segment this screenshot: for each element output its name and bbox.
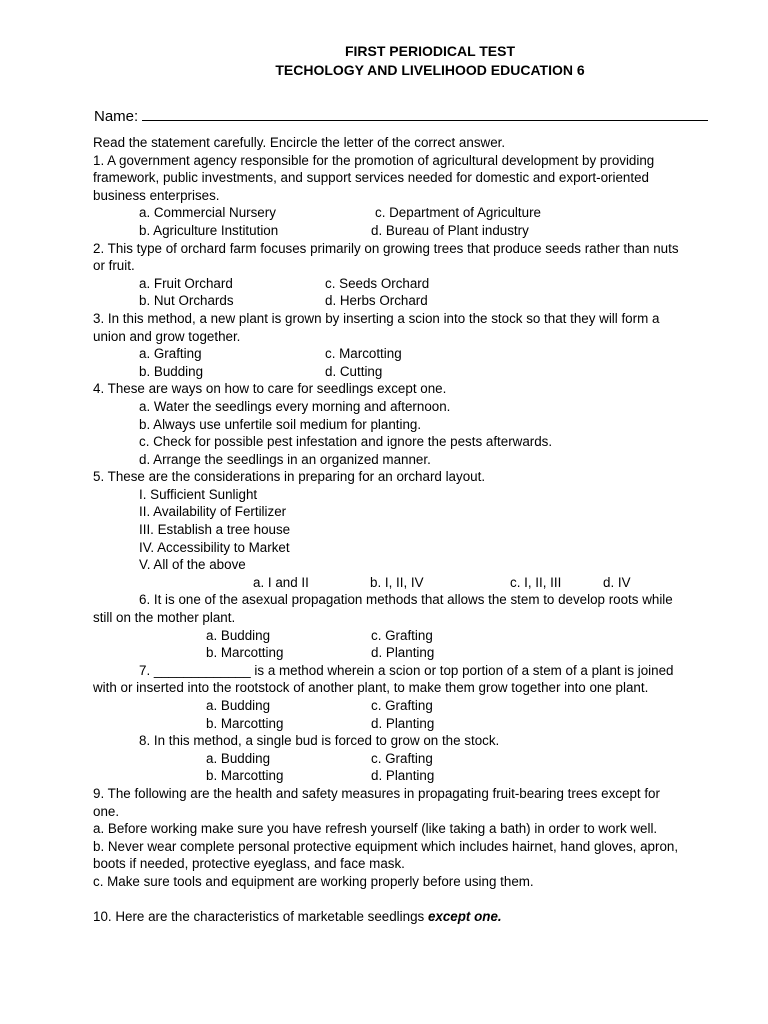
q6-option-a[interactable]: a. Budding	[206, 627, 271, 643]
q5-options-row	[93, 574, 723, 592]
q9-stem-line: 9. The following are the health and safety measures in propagating fruit-bearing trees except for	[93, 785, 660, 801]
q6-stem-line: 6. It is one of the asexual propagation methods that allows the stem to develop roots while	[139, 592, 673, 608]
q9-option-c[interactable]: c. Make sure tools and equipment are working properly before using them.	[93, 873, 534, 889]
q5-item: IV. Accessibility to Market	[139, 539, 290, 555]
q3-stem-line: union and grow together.	[93, 328, 241, 344]
q2-stem-line: 2. This type of orchard farm focuses primarily on growing trees that produce seeds rather than nuts	[93, 240, 679, 256]
name-label: Name:	[94, 108, 139, 125]
instructions: Read the statement carefully. Encircle the letter of the correct answer.	[93, 135, 506, 150]
questions-body	[93, 134, 723, 926]
q2-stem-line: or fruit.	[93, 258, 135, 274]
q5-option-d[interactable]: d. IV	[603, 574, 631, 590]
q1-option-a[interactable]: a. Commercial Nursery	[139, 205, 276, 221]
q1-options-row	[93, 222, 723, 240]
name-field-row	[94, 106, 714, 127]
q5-option-c[interactable]: c. I, II, III	[510, 574, 562, 590]
q3-options-row	[93, 363, 723, 381]
q2-option-c[interactable]: c. Seeds Orchard	[325, 275, 430, 291]
q1-stem-line: framework, public investments, and support services needed for domestic and export-oriented	[93, 170, 649, 186]
q8-options-row	[93, 750, 723, 768]
q1-stem-line: business enterprises.	[93, 187, 220, 203]
q2-options-row	[93, 275, 723, 293]
q3-option-b[interactable]: b. Budding	[139, 363, 204, 379]
name-blank-line[interactable]	[142, 106, 708, 121]
q10-stem-text: 10. Here are the characteristics of marketable seedlings	[93, 909, 428, 925]
q4-option-a[interactable]: a. Water the seedlings every morning and afternoon.	[139, 398, 451, 414]
q9-stem-line: one.	[93, 803, 120, 819]
spacer	[93, 891, 723, 909]
q10-stem	[93, 908, 723, 926]
q5-stem: 5. These are the considerations in preparing for an orchard layout.	[93, 469, 486, 485]
q1-options-row	[93, 204, 723, 222]
test-title: FIRST PERIODICAL TEST	[344, 43, 516, 59]
q6-option-b[interactable]: b. Marcotting	[206, 645, 284, 661]
q8-stem: 8. In this method, a single bud is forced to grow on the stock.	[139, 733, 500, 749]
q10-emphasis: except one.	[427, 909, 502, 925]
q7-option-b[interactable]: b. Marcotting	[206, 715, 284, 731]
q5-item: III. Establish a tree house	[139, 522, 291, 538]
q2-options-row	[93, 292, 723, 310]
q7-options-row	[93, 715, 723, 733]
q8-option-c[interactable]: c. Grafting	[371, 750, 433, 766]
q3-option-d[interactable]: d. Cutting	[325, 363, 383, 379]
q2-option-b[interactable]: b. Nut Orchards	[139, 293, 234, 309]
q6-options-row	[93, 627, 723, 645]
q1-option-c[interactable]: c. Department of Agriculture	[375, 205, 541, 221]
q7-option-a[interactable]: a. Budding	[206, 698, 271, 713]
q3-stem-line: 3. In this method, a new plant is grown by inserting a scion into the stock so that they will form a	[93, 310, 660, 326]
q3-option-a[interactable]: a. Grafting	[139, 346, 202, 362]
q8-option-b[interactable]: b. Marcotting	[206, 768, 284, 784]
q7-option-d[interactable]: d. Planting	[371, 715, 435, 731]
q8-option-d[interactable]: d. Planting	[371, 768, 435, 784]
q9-option-a[interactable]: a. Before working make sure you have refresh yourself (like taking a bath) in order to work well.	[93, 821, 658, 837]
q5-item: II. Availability of Fertilizer	[139, 504, 287, 520]
q5-item: V. All of the above	[139, 557, 246, 573]
q6-stem-line: still on the mother plant.	[93, 610, 236, 626]
subject-title: TECHOLOGY AND LIVELIHOOD EDUCATION 6	[275, 62, 585, 78]
q7-stem-line: 7. _____________ is a method wherein a scion or top portion of a stem of a plant is joined	[139, 662, 674, 678]
q9-option-b[interactable]: b. Never wear complete personal protective equipment which includes hairnet, hand gloves, apron,	[93, 838, 679, 854]
q3-option-c[interactable]: c. Marcotting	[325, 346, 402, 362]
q3-options-row	[93, 345, 723, 363]
q4-option-b[interactable]: b. Always use unfertile soil medium for planting.	[139, 416, 422, 432]
q1-option-b[interactable]: b. Agriculture Institution	[139, 222, 279, 238]
q6-options-row	[93, 644, 723, 662]
q8-options-row	[93, 767, 723, 785]
q6-option-d[interactable]: d. Planting	[371, 645, 435, 661]
q9-option-b-cont[interactable]: boots if needed, protective eyeglass, and face mask.	[93, 856, 405, 872]
q8-option-a[interactable]: a. Budding	[206, 750, 271, 766]
q7-option-c[interactable]: c. Grafting	[371, 698, 433, 713]
q1-option-d[interactable]: d. Bureau of Plant industry	[371, 222, 529, 238]
q1-stem-line: 1. A government agency responsible for the promotion of agricultural development by providing	[93, 152, 655, 168]
q5-item: I. Sufficient Sunlight	[139, 486, 258, 502]
q5-option-a[interactable]: a. I and II	[253, 574, 309, 590]
q7-options-row	[93, 697, 723, 715]
q4-stem: 4. These are ways on how to care for seedlings except one.	[93, 381, 447, 397]
q5-option-b[interactable]: b. I, II, IV	[370, 574, 424, 590]
q6-option-c[interactable]: c. Grafting	[371, 627, 433, 643]
q4-option-c[interactable]: c. Check for possible pest infestation and ignore the pests afterwards.	[139, 434, 553, 450]
q4-option-d[interactable]: d. Arrange the seedlings in an organized manner.	[139, 451, 431, 467]
q2-option-a[interactable]: a. Fruit Orchard	[139, 275, 233, 291]
q7-stem-line: with or inserted into the rootstock of another plant, to make them grow together into one plant.	[93, 680, 649, 696]
q2-option-d[interactable]: d. Herbs Orchard	[325, 293, 428, 309]
